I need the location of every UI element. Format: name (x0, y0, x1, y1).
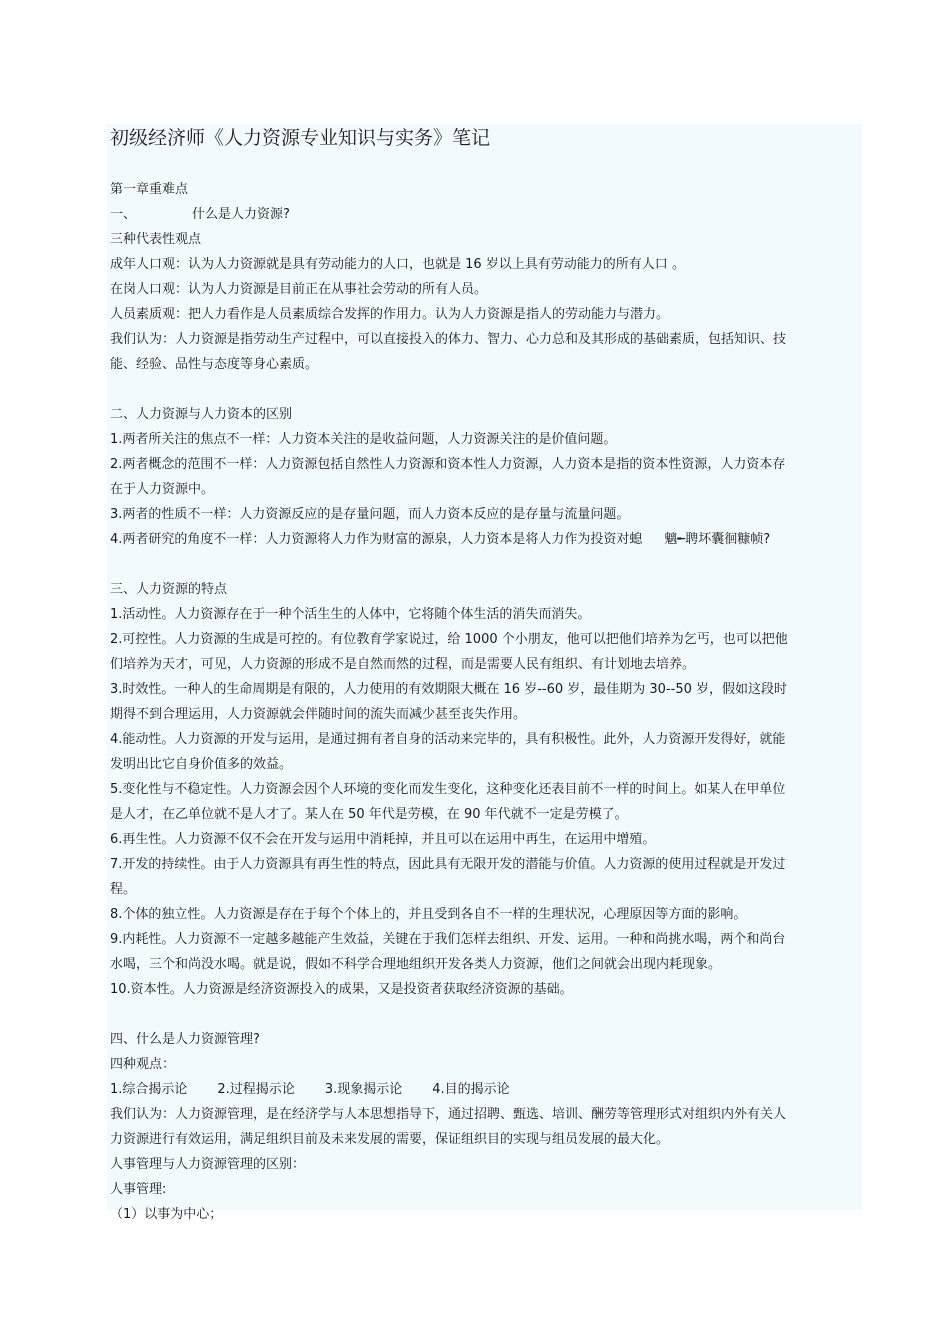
paragraph: 6.再生性。人力资源不仅不会在开发与运用中消耗掉，并且可以在运用中再生，在运用中增殖。 (110, 832, 656, 847)
paragraph: 8.个体的独立性。人力资源是存在于每个个体上的，并且受到各自不一样的生理状况，心理原因等方面的影响。 (110, 907, 747, 922)
paragraph: 发明出比它自身价值多的效益。 (110, 757, 293, 772)
paragraph: 7.开发的持续性。由于人力资源具有再生性的特点，因此具有无限开发的潜能与价值。人力资源的使用过程就是开发过 (110, 857, 786, 872)
paragraph: 人事管理: (110, 1182, 167, 1197)
section-question-text: 什么是人力资源? (192, 207, 290, 222)
paragraph: 能、经验、品性与态度等身心素质。 (110, 357, 319, 372)
views-title: 三种代表性观点 (110, 232, 202, 247)
paragraph: 1.活动性。人力资源存在于一种个活生生的人体中，它将随个体生活的消失而消失。 (110, 607, 591, 622)
view-item: 2.过程揭示论 (217, 1082, 295, 1097)
document-title: 初级经济师《人力资源专业知识与实务》笔记 (110, 127, 491, 149)
paragraph: 是人才，在乙单位就不是人才了。某人在 50 年代是劳模，在 90 年代就不一定是劳模了。 (110, 807, 628, 822)
paragraph: 人事管理与人力资源管理的区别： (110, 1157, 306, 1172)
paragraph: 我们认为：人力资源是指劳动生产过程中，可以直接投入的体力、智力、心力总和及其形成的基础素质，包括知识、技 (110, 332, 787, 347)
views-title: 四种观点： (110, 1057, 176, 1072)
paragraph: 3.时效性。一种人的生命周期是有限的，人力使用的有效期限大概在 16 岁--60 岁，最佳期为 30--50 岁，假如这段时 (110, 682, 787, 697)
paragraph: 水喝，三个和尚没水喝。就是说，假如不科学合理地组织开发各类人力资源，他们之间就会出现内耗现象。 (110, 957, 722, 972)
view-item: 1.综合揭示论 (110, 1082, 188, 1097)
paragraph: 2.可控性。人力资源的生成是可控的。有位教育学家说过，给 1000 个小朋友，他可以把他们培养为乞丐，也可以把他 (110, 632, 788, 647)
paragraph: （1）以事为中心； (110, 1207, 223, 1222)
section-heading: 四、什么是人力资源管理? (110, 1032, 260, 1047)
paragraph: 9.内耗性。人力资源不一定越多越能产生效益，关键在于我们怎样去组织、开发、运用。一种和尚挑水喝，两个和尚台 (110, 932, 786, 947)
section-number: 一、 (110, 207, 137, 222)
paragraph: 人员素质观：把人力看作是人员素质综合发挥的作用力。认为人力资源是指人的劳动能力与潜力。 (110, 307, 670, 322)
paragraph: 5.变化性与不稳定性。人力资源会因个人环境的变化而发生变化，这种变化还表目前不一样的时间上。如某人在甲单位 (110, 782, 786, 797)
view-item: 3.现象揭示论 (324, 1082, 403, 1097)
paragraph: 成年人口观：认为人力资源就是具有劳动能力的人口，也就是 16 岁以上具有劳动能力的所有人口 。 (110, 257, 685, 272)
paragraph: 10.资本性。人力资源是经济资源投入的成果，又是投资者获取经济资源的基础。 (110, 982, 573, 997)
views-list (110, 1077, 858, 1102)
paragraph: 在岗人口观：认为人力资源是目前正在从事社会劳动的所有人员。 (110, 282, 488, 297)
garbled-text: 魑╾聘坏囊徊糠帧? (664, 532, 771, 547)
document-body (110, 177, 858, 1227)
chapter-heading: 第一章重难点 (110, 182, 189, 197)
paragraph: 在于人力资源中。 (110, 482, 215, 497)
view-item: 4.目的揭示论 (432, 1082, 510, 1097)
section-heading: 三、人力资源的特点 (110, 582, 228, 597)
section-heading: 二、人力资源与人力资本的区别 (110, 407, 293, 422)
section-one-question (110, 202, 858, 227)
paragraph: 力资源进行有效运用，满足组织目前及未来发展的需要，保证组织目的实现与组员发展的最大化。 (110, 1132, 670, 1147)
paragraph (110, 527, 858, 552)
paragraph: 2.两者概念的范围不一样：人力资源包括自然性人力资源和资本性人力资源，人力资本是指的资本性资源，人力资本存 (110, 457, 786, 472)
paragraph: 3.两者的性质不一样：人力资源反应的是存量问题，而人力资本反应的是存量与流量问题。 (110, 507, 630, 522)
paragraph: 们培养为天才，可见，人力资源的形成不是自然而然的过程，而是需要人民有组织、有计划地去培养。 (110, 657, 696, 672)
paragraph-text: 4.两者研究的角度不一样：人力资源将人力作为财富的源泉，人力资本是将人力作为投资对螅 (110, 532, 643, 547)
paragraph: 1.两者所关注的焦点不一样：人力资本关注的是收益问题，人力资源关注的是价值问题。 (110, 432, 617, 447)
paragraph: 我们认为：人力资源管理，是在经济学与人本思想指导下，通过招聘、甄选、培训、酬劳等管理形式对组织内外有关人 (110, 1107, 787, 1122)
paragraph: 期得不到合理运用，人力资源就会伴随时间的流失而减少甚至丧失作用。 (110, 707, 527, 722)
paragraph: 程。 (110, 882, 137, 897)
paragraph: 4.能动性。人力资源的开发与运用，是通过拥有者自身的活动来完毕的，具有积极性。此外，人力资源开发得好，就能 (110, 732, 786, 747)
